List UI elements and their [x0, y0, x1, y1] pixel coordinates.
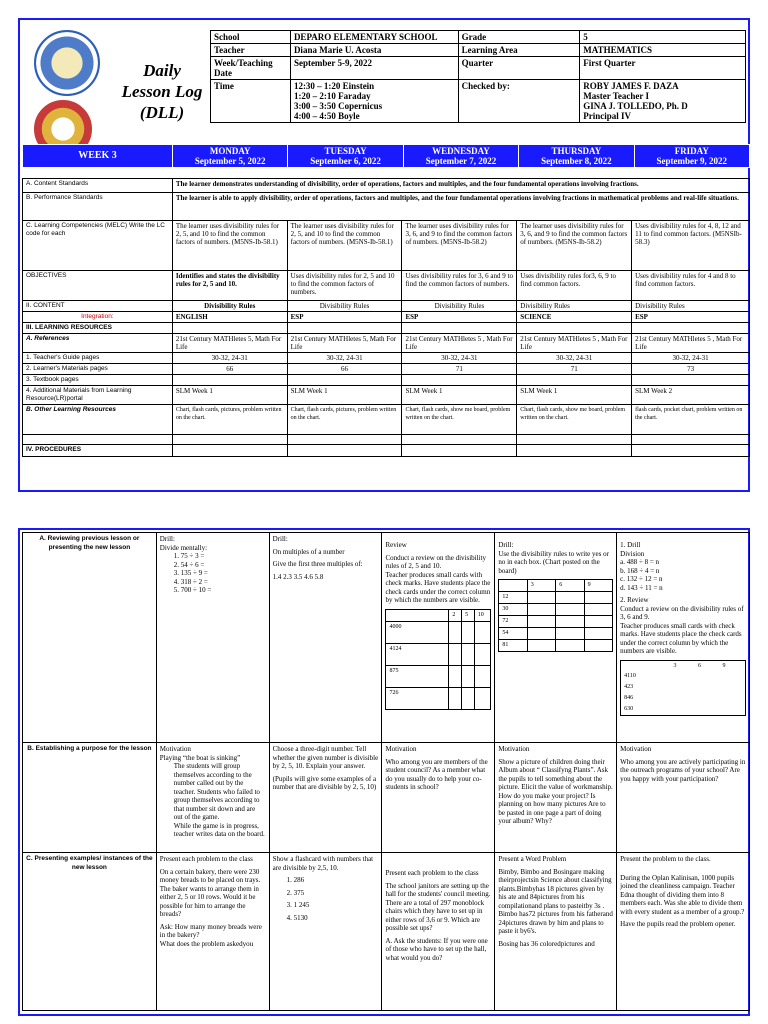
competency-cell: The learner uses divisibility rules for 2, 5, and 10 to find the common factors of numbers. (M5NS-Ib-58.1): [287, 221, 402, 271]
title-line-2: Lesson Log: [121, 82, 203, 101]
lr-cell: SLM Week 1: [402, 386, 517, 405]
deped-seal-logo: [34, 30, 100, 96]
objective-cell: Uses divisibility rules for 3, 6 and 9 to find the common factors of numbers.: [402, 271, 517, 301]
objective-cell: Uses divisibility rules for3, 6, 9 to find common factors.: [517, 271, 632, 301]
day-thursday: THURSDAY September 8, 2022: [519, 145, 634, 168]
content-cell: Divisibility Rules: [402, 301, 517, 312]
competency-cell: The learner uses divisibility rules for 3, 6, and 9 to find the common factors of numbers. (M5NS-Ib-58.2): [402, 221, 517, 271]
dll-title: [112, 60, 212, 123]
week-header-bar: [22, 144, 750, 168]
quarter-value: First Quarter: [580, 57, 746, 80]
objective-cell: Identifies and states the divisibility rules for 2, 5 and 10.: [172, 271, 287, 301]
grade-label: Grade: [458, 31, 580, 44]
integration-cell: ESP: [632, 312, 750, 323]
other-resource-cell: flash cards, pocket chart, problem written on the chart.: [632, 405, 750, 435]
tg-pages-cell: 30-32, 24-31: [172, 353, 287, 364]
time-value: [290, 80, 458, 123]
lesson-log-page-1: [18, 18, 750, 492]
tg-pages-cell: 30-32, 24-31: [287, 353, 402, 364]
procedures-table: [22, 532, 750, 1011]
presenting-monday: Present each problem to the class On a certain bakery, there were 230 money breads to be placed on trays. The baker wants to arrange them in either 2, 5 or 10 rows. Would it be possible for him to arrange the breads? Ask: How many money breads were in the bakery? What does the problem askedyou: [156, 853, 269, 1011]
objective-cell: Uses divisibility rules for 2, 5 and 10 to find the common factors of numbers.: [287, 271, 402, 301]
week-value: September 5-9, 2022: [290, 57, 458, 80]
checked-label: Checked by:: [458, 80, 580, 123]
reference-cell: 21st Century MATHletes 5 , Math For Life: [632, 334, 750, 353]
other-resource-cell: Chart, flash cards, pictures, problem written on the chart.: [287, 405, 402, 435]
lr-cell: SLM Week 1: [517, 386, 632, 405]
checker-title: Master Teacher I: [583, 91, 649, 101]
other-resource-cell: Chart, flash cards, show me board, problem written on the chart.: [517, 405, 632, 435]
competency-cell: The learner uses divisibility rules for 2, 5, and 10 to find the common factors of numbers. (M5NS-Ib-58.1): [172, 221, 287, 271]
other-resource-cell: Chart, flash cards, show me board, problem written on the chart.: [402, 405, 517, 435]
content-standards-label: A. Content Standards: [23, 179, 173, 193]
school-label: School: [211, 31, 291, 44]
teacher-value: Diana Marie U. Acosta: [290, 44, 458, 57]
lr-cell: SLM Week 1: [287, 386, 402, 405]
divisibility-check-table-2: 3 6 9 4110 423 846 630: [620, 660, 746, 717]
time-slot: 12:30 – 1:20 Einstein: [293, 81, 375, 91]
lm-pages-cell: 66: [172, 364, 287, 375]
reference-cell: 21st Century MATHletes 5, Math For Life: [287, 334, 402, 353]
presenting-friday: Present the problem to the class. During the Oplan Kalinisan, 1000 pupils joined the cleanliness campaign. Teacher Edna thought of dividing them into 8 members each. Was she able to divide them with every student as a member of a group.? Have the pupils read the problem opener.: [617, 853, 750, 1011]
reviewing-monday: Drill: Divide mentally: 1. 75 ÷ 3 = 2. 54 ÷ 6 = 3. 135 ÷ 9 = 4. 318 ÷ 2 = 5. 700 ÷ 10 =: [156, 533, 269, 743]
other-resource-cell: Chart, flash cards, pictures, problem written on the chart.: [172, 405, 287, 435]
principal-title: Principal IV: [583, 111, 632, 121]
yes-no-table: 3 6 9 12 30 72 54 81: [498, 579, 613, 652]
integration-cell: ESP: [287, 312, 402, 323]
teachers-guide-label: 1. Teacher's Guide pages: [23, 353, 173, 364]
procedures-label: IV. PROCEDURES: [23, 445, 173, 457]
other-resources-label: B. Other Learning Resources: [23, 405, 173, 435]
quarter-label: Quarter: [458, 57, 580, 80]
tg-pages-cell: 30-32, 24-31: [632, 353, 750, 364]
integration-cell: SCIENCE: [517, 312, 632, 323]
lm-pages-cell: 71: [402, 364, 517, 375]
textbook-label: 3. Textbook pages: [23, 375, 173, 386]
additional-materials-label: 4. Additional Materials from Learning Resource(LR)portal: [23, 386, 173, 405]
area-label: Learning Area: [458, 44, 580, 57]
divisibility-check-table: 2 5 10 4000 4124 875 726: [385, 609, 491, 710]
reference-cell: 21st Century MATHletes 5 , Math For Life: [517, 334, 632, 353]
reviewing-friday: 1. Drill Division a. 488 ÷ 8 = n b. 168 ÷ 4 = n c. 132 ÷ 12 = n d. 143 ÷ 11 = n 2. Review Conduct a review on the divisibility rules of 3, 6 and 9. Teacher produces small cards with check marks. Have students place the check cards under the correct column by which the numbers are visible. 3 6 9 4110 423 846 630: [617, 533, 750, 743]
header-info-table: [210, 30, 746, 123]
checker-name: ROBY JAMES F. DAZA: [583, 81, 679, 91]
teacher-label: Teacher: [211, 44, 291, 57]
day-wednesday: WEDNESDAY September 7, 2022: [403, 145, 518, 168]
lm-pages-cell: 73: [632, 364, 750, 375]
presenting-tuesday: Show a flashcard with numbers that are divisible by 2,5, 10. 1. 286 2. 375 3. 1 245 4. 5130: [269, 853, 382, 1011]
integration-label: Integration:: [23, 312, 173, 323]
purpose-wednesday: Motivation Who among you are members of the student council? As a member what do you usually do to help your co- students in school?: [382, 743, 495, 853]
learning-resources-label: III. LEARNING RESOURCES: [23, 323, 173, 334]
area-value: MATHEMATICS: [580, 44, 746, 57]
lr-cell: SLM Week 2: [632, 386, 750, 405]
lm-pages-cell: 66: [287, 364, 402, 375]
title-line-3: (DLL): [139, 103, 185, 122]
checked-value: [580, 80, 746, 123]
competency-cell: The learner uses divisibility rules for 3, 6, and 9 to find the common factors of numbers. (M5NS-Ib-58.2): [517, 221, 632, 271]
performance-standards-label: B. Performance Standards: [23, 193, 173, 221]
purpose-friday: Motivation Who among you are actively participating in the outreach programs of your school? Are you happy with your participation?: [617, 743, 750, 853]
presenting-wednesday: Present each problem to the class The school janitors are setting up the hall for the students' council meeting. There are a total of 297 monoblock chairs which they have to set up in either rows of 3,6 or 9. Which are possible set ups? A. Ask the students: If you were one of those who have to set up the hall, what would you do?: [382, 853, 495, 1011]
school-value: DEPARO ELEMENTARY SCHOOL: [290, 31, 458, 44]
content-cell: Divisibility Rules: [632, 301, 750, 312]
objective-cell: Uses divisibility rules for 4 and 8 to find common factors.: [632, 271, 750, 301]
time-slot: 3:00 – 3:50 Copernicus: [293, 101, 383, 111]
purpose-tuesday: Choose a three-digit number. Tell whether the given number is divisible by 2, 5, 10. Explain your answer. (Pupils will give some examples of a number that are divisible by 2, 5, 10): [269, 743, 382, 853]
day-tuesday: TUESDAY September 6, 2022: [288, 145, 403, 168]
lesson-plan-table: [22, 178, 750, 457]
content-cell: Divisibility Rules: [287, 301, 402, 312]
lr-cell: SLM Week 1: [172, 386, 287, 405]
performance-standards-text: The learner is able to apply divisibility, order of operations, factors and multiples, and the four fundamental operations involving fractions in mathematical problems and real-life situations.: [172, 193, 749, 221]
tg-pages-cell: 30-32, 24-31: [402, 353, 517, 364]
reviewing-wednesday: Review Conduct a review on the divisibility rules of 2, 5 and 10. Teacher produces small cards with check marks. Have students place the check cards under the correct column by which the numbers are visible. 2 5 10 4000 4124 875 726: [382, 533, 495, 743]
lm-pages-cell: 71: [517, 364, 632, 375]
presenting-label: C. Presenting examples/ instances of the new lesson: [23, 853, 157, 1011]
time-slot: 1:20 – 2:10 Faraday: [293, 91, 371, 101]
lesson-log-page-2: [18, 528, 750, 1016]
reviewing-thursday: Drill: Use the divisibility rules to write yes or no in each box. (Chart posted on the board) 3 6 9 12 30 72 54 81: [495, 533, 617, 743]
week-number: WEEK 3: [23, 145, 173, 168]
references-label: A. References: [23, 334, 173, 353]
competency-cell: Uses divisibility rules for 4, 8, 12 and 11 to find common factors. (M5NSIb-58.3): [632, 221, 750, 271]
integration-cell: ENGLISH: [172, 312, 287, 323]
content-cell: Divisibility Rules: [172, 301, 287, 312]
reference-cell: 21st Century MATHletes 5, Math For Life: [172, 334, 287, 353]
content-cell: Divisibility Rules: [517, 301, 632, 312]
time-label: Time: [211, 80, 291, 123]
purpose-monday: Motivation Playing “the boat is sinking” The students will group themselves according to the number called out by the teacher. Students who failed to group themselves according to that number sit down and are out of the game. While the game is in progress, teacher writes data on the board.: [156, 743, 269, 853]
tg-pages-cell: 30-32, 24-31: [517, 353, 632, 364]
purpose-label: B. Establishing a purpose for the lesson: [23, 743, 157, 853]
reference-cell: 21st Century MATHletes 5 , Math For Life: [402, 334, 517, 353]
presenting-thursday: Present a Word Problem Bimby, Bimbo and Bosingare making theirprojectsin Science about classifying plants.Bimbyhas 18 pictures given by his ate and 84pictures from his compilationand plans to pasteitby 3s . Bimbo has72 pictures from his fatherand 24pictures drawn by him and plans to paste it by6's. Bosing has 36 coloredpictures and: [495, 853, 617, 1011]
content-standards-text: The learner demonstrates understanding of divisibility, order of operations, factors and multiples, and the four fundamental operations involving fractions.: [172, 179, 749, 193]
reviewing-label: A. Reviewing previous lesson or presenting the new lesson: [23, 533, 157, 743]
content-label: II. CONTENT: [23, 301, 173, 312]
title-line-1: Daily: [143, 61, 181, 80]
integration-cell: ESP: [402, 312, 517, 323]
objectives-label: OBJECTIVES: [23, 271, 173, 301]
week-label: Week/Teaching Date: [211, 57, 291, 80]
day-friday: FRIDAY September 9, 2022: [634, 145, 749, 168]
purpose-thursday: Motivation Show a picture of children doing their Album about “ Classifyng Plants”. Ask the pupils to tell something about the picture. Elicit the value of workmanship. How do you make your project? Is planning on how many pictures Are to be pasted in one page a part of doing your album? Why?: [495, 743, 617, 853]
day-monday: MONDAY September 5, 2022: [173, 145, 288, 168]
competencies-label: C. Learning Competencies (MELC) Write the LC code for each: [23, 221, 173, 271]
reviewing-tuesday: Drill: On multiples of a number Give the first three multiples of: 1.4 2.3 3.5 4.6 5.8: [269, 533, 382, 743]
time-slot: 4:00 – 4:50 Boyle: [293, 111, 360, 121]
grade-value: 5: [580, 31, 746, 44]
principal-name: GINA J. TOLLEDO, Ph. D: [583, 101, 688, 111]
learners-materials-label: 2. Learner's Materials pages: [23, 364, 173, 375]
